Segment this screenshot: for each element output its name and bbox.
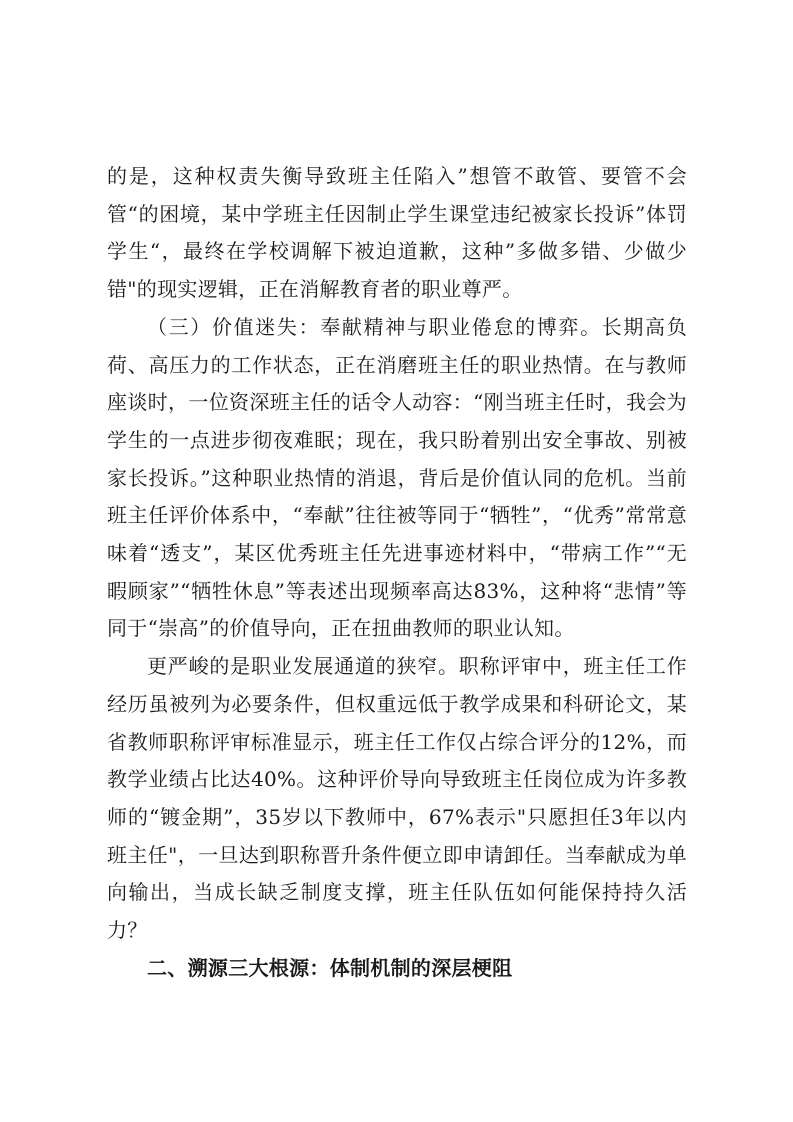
section-heading: 二、溯源三大根源：体制机制的深层梗阻	[147, 955, 513, 980]
paragraph-value-loss: （三）价值迷失：奉献精神与职业倦怠的博弈。长期高负荷、高压力的工作状态，正在消磨班主任的职业热情。在与教师座谈时，一位资深班主任的话令人动容：“刚当班主任时，我会为学生的一点进步彻夜难眠；现在，我只盼着别出安全事故、别被家长投诉。”这种职业热情的消退，背后是价值认同的危机。当前班主任评价体系中，“奉献”往往被等同于“牺牲”，“优秀”常常意味着“透支”，某区优秀班主任先进事迹材料中，“带病工作”“无暇顾家”“牺牲休息”等表述出现频率高达83%，这种将“悲情”等同于“崇高”的价值导向，正在扭曲教师的职业认知。	[107, 314, 687, 641]
document-body	[107, 158, 687, 987]
paragraph-continuation: 的是，这种权责失衡导致班主任陷入”想管不敢管、要管不会管“的困境，某中学班主任因制止学生课堂违纪被家长投诉”体罚学生“，最终在学校调解下被迫道歉，这种”多做多错、少做少错"的现实逻辑，正在消解教育者的职业尊严。	[107, 164, 687, 302]
paragraph-career-path: 更严峻的是职业发展通道的狭窄。职称评审中，班主任工作经历虽被列为必要条件，但权重远低于教学成果和科研论文，某省教师职称评审标准显示，班主任工作仅占综合评分的12%，而教学业绩占比达40%。这种评价导向导致班主任岗位成为许多教师的“镀金期”，35岁以下教师中，67%表示"只愿担任3年以内班主任"，一旦达到职称晋升条件便立即申请卸任。当奉献成为单向输出，当成长缺乏制度支撑，班主任队伍如何能保持持久活力？	[107, 654, 687, 943]
